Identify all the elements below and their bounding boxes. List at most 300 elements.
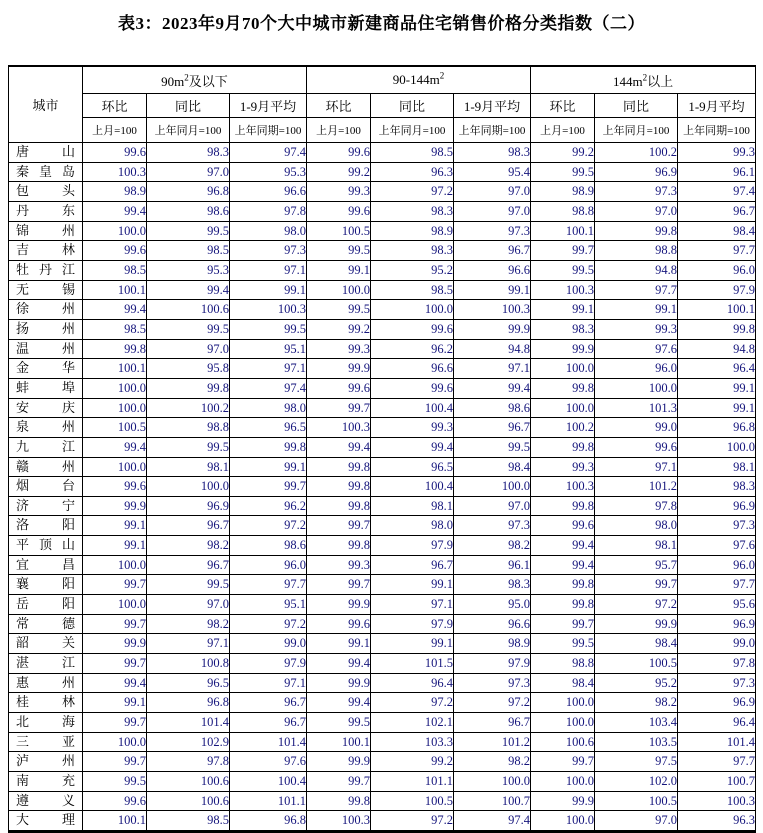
value-cell: 97.0 — [454, 496, 531, 516]
city-name-char: 埠 — [61, 379, 75, 395]
value-cell: 100.5 — [595, 791, 678, 811]
group-header-90-144 — [307, 66, 531, 94]
value-cell: 98.8 — [595, 241, 678, 261]
value-cell: 95.2 — [595, 673, 678, 693]
value-cell: 99.2 — [371, 752, 454, 772]
value-cell: 96.8 — [147, 693, 230, 713]
base-header-mom: 上月=100 — [83, 118, 147, 143]
value-cell: 99.8 — [678, 319, 756, 339]
city-name-char: 德 — [61, 615, 75, 631]
city-cell — [9, 457, 83, 477]
value-cell: 102.9 — [147, 732, 230, 752]
value-cell: 97.3 — [230, 241, 307, 261]
value-cell: 100.0 — [531, 693, 595, 713]
city-name-char: 唐 — [16, 144, 30, 159]
value-cell: 97.1 — [454, 359, 531, 379]
value-cell: 96.1 — [678, 162, 756, 182]
value-cell: 99.7 — [230, 477, 307, 497]
value-cell: 98.0 — [595, 516, 678, 536]
value-cell: 99.7 — [307, 398, 371, 418]
group-label: 144m — [612, 73, 643, 89]
value-cell: 99.6 — [83, 791, 147, 811]
city-name-char: 皇 — [38, 163, 52, 179]
metric-header-yoy: 同比 — [147, 94, 230, 118]
group-label: 90-144m — [392, 72, 440, 87]
city-cell — [9, 791, 83, 811]
value-cell: 96.5 — [371, 457, 454, 477]
table-row — [9, 516, 756, 536]
value-cell: 98.3 — [371, 201, 454, 221]
value-cell: 103.4 — [595, 713, 678, 733]
value-cell: 101.1 — [230, 791, 307, 811]
value-cell: 100.0 — [83, 732, 147, 752]
value-cell: 101.4 — [678, 732, 756, 752]
value-cell: 100.7 — [454, 791, 531, 811]
value-cell: 98.0 — [371, 516, 454, 536]
city-name-char: 桂 — [16, 694, 30, 710]
city-cell — [9, 398, 83, 418]
value-cell: 97.9 — [371, 536, 454, 556]
value-cell: 97.3 — [678, 516, 756, 536]
value-cell: 97.8 — [678, 654, 756, 674]
city-cell — [9, 418, 83, 438]
city-name-char: 阳 — [61, 576, 75, 592]
city-cell — [9, 811, 83, 832]
value-cell: 99.5 — [147, 437, 230, 457]
value-cell: 100.1 — [307, 732, 371, 752]
city-name-char: 温 — [16, 340, 30, 356]
value-cell: 99.3 — [371, 418, 454, 438]
table-row — [9, 162, 756, 182]
value-cell: 99.1 — [678, 378, 756, 398]
city-name-char: 洛 — [16, 517, 30, 533]
value-cell: 99.1 — [83, 516, 147, 536]
value-cell: 100.2 — [595, 143, 678, 163]
value-cell: 100.0 — [454, 477, 531, 497]
value-cell: 98.2 — [147, 614, 230, 634]
value-cell: 99.9 — [83, 634, 147, 654]
city-name-char: 湛 — [16, 655, 30, 671]
metric-header-avg: 1-9月平均 — [678, 94, 756, 118]
table-row — [9, 260, 756, 280]
value-cell: 99.3 — [678, 143, 756, 163]
value-cell: 98.1 — [371, 496, 454, 516]
city-name-char: 州 — [61, 419, 75, 435]
value-cell: 99.4 — [83, 300, 147, 320]
value-cell: 100.5 — [371, 791, 454, 811]
city-cell — [9, 555, 83, 575]
table-row — [9, 791, 756, 811]
value-cell: 97.2 — [595, 595, 678, 615]
value-cell: 100.3 — [230, 300, 307, 320]
value-cell: 99.9 — [454, 319, 531, 339]
city-name-char: 阳 — [61, 596, 75, 612]
city-cell — [9, 437, 83, 457]
value-cell: 99.6 — [307, 378, 371, 398]
value-cell: 100.1 — [83, 359, 147, 379]
value-cell: 96.5 — [230, 418, 307, 438]
value-cell: 99.2 — [307, 162, 371, 182]
table-row — [9, 378, 756, 398]
city-name-char: 林 — [61, 694, 75, 710]
value-cell: 96.9 — [147, 496, 230, 516]
city-name-char: 关 — [61, 635, 75, 651]
metric-header-yoy: 同比 — [595, 94, 678, 118]
value-cell: 97.3 — [595, 182, 678, 202]
value-cell: 98.4 — [454, 457, 531, 477]
value-cell: 100.0 — [531, 713, 595, 733]
value-cell: 98.4 — [595, 634, 678, 654]
value-cell: 99.8 — [531, 595, 595, 615]
city-name-char: 州 — [61, 301, 75, 317]
table-row — [9, 143, 756, 163]
value-cell: 96.3 — [371, 162, 454, 182]
value-cell: 96.9 — [678, 496, 756, 516]
value-cell: 97.9 — [454, 654, 531, 674]
value-cell: 99.1 — [371, 634, 454, 654]
city-cell — [9, 752, 83, 772]
value-cell: 98.5 — [371, 280, 454, 300]
value-cell: 96.7 — [454, 713, 531, 733]
city-cell — [9, 634, 83, 654]
value-cell: 99.8 — [307, 477, 371, 497]
value-cell: 97.0 — [147, 595, 230, 615]
value-cell: 98.2 — [454, 536, 531, 556]
value-cell: 96.4 — [678, 359, 756, 379]
value-cell: 99.5 — [230, 319, 307, 339]
value-cell: 98.3 — [371, 241, 454, 261]
value-cell: 97.2 — [230, 614, 307, 634]
value-cell: 99.1 — [307, 260, 371, 280]
table-row — [9, 241, 756, 261]
value-cell: 98.9 — [83, 182, 147, 202]
value-cell: 100.3 — [83, 162, 147, 182]
value-cell: 98.6 — [454, 398, 531, 418]
value-cell: 101.2 — [454, 732, 531, 752]
value-cell: 102.0 — [595, 772, 678, 792]
value-cell: 96.7 — [147, 516, 230, 536]
value-cell: 98.3 — [678, 477, 756, 497]
value-cell: 96.1 — [454, 555, 531, 575]
city-cell — [9, 241, 83, 261]
table-row — [9, 614, 756, 634]
value-cell: 96.7 — [230, 693, 307, 713]
city-name-char: 州 — [61, 320, 75, 336]
value-cell: 100.6 — [531, 732, 595, 752]
value-cell: 99.4 — [531, 555, 595, 575]
value-cell: 99.3 — [307, 555, 371, 575]
value-cell: 97.1 — [230, 260, 307, 280]
value-cell: 102.1 — [371, 713, 454, 733]
value-cell: 99.5 — [83, 772, 147, 792]
value-cell: 99.9 — [531, 339, 595, 359]
city-name-char: 阳 — [61, 517, 75, 533]
value-cell: 98.3 — [454, 575, 531, 595]
value-cell: 99.1 — [531, 300, 595, 320]
city-name-char: 烟 — [16, 478, 30, 494]
value-cell: 98.1 — [678, 457, 756, 477]
value-cell: 99.3 — [307, 182, 371, 202]
value-cell: 96.0 — [595, 359, 678, 379]
value-cell: 96.3 — [678, 811, 756, 832]
value-cell: 100.0 — [454, 772, 531, 792]
city-name-char: 赣 — [16, 458, 30, 474]
value-cell: 100.8 — [147, 654, 230, 674]
city-cell — [9, 772, 83, 792]
city-cell — [9, 575, 83, 595]
base-header-mom: 上月=100 — [531, 118, 595, 143]
city-name-char: 山 — [61, 537, 75, 553]
city-name-char: 惠 — [16, 674, 30, 690]
city-name-char: 海 — [61, 714, 75, 730]
value-cell: 97.7 — [678, 575, 756, 595]
superscript-2: 2 — [439, 70, 445, 81]
city-cell — [9, 162, 83, 182]
value-cell: 99.8 — [83, 339, 147, 359]
value-cell: 95.1 — [230, 339, 307, 359]
value-cell: 98.2 — [454, 752, 531, 772]
city-name-char: 泉 — [16, 419, 30, 435]
group-label: 90m — [161, 73, 185, 89]
value-cell: 99.7 — [83, 713, 147, 733]
value-cell: 98.5 — [147, 811, 230, 832]
city-cell — [9, 221, 83, 241]
value-cell: 96.5 — [147, 673, 230, 693]
value-cell: 100.4 — [230, 772, 307, 792]
city-name-char: 昌 — [61, 556, 75, 572]
value-cell: 97.1 — [230, 359, 307, 379]
table-row — [9, 437, 756, 457]
city-name-char: 江 — [61, 655, 75, 671]
value-cell: 99.4 — [83, 673, 147, 693]
value-cell: 101.5 — [371, 654, 454, 674]
city-name-char: 秦 — [16, 163, 30, 179]
value-cell: 99.1 — [595, 300, 678, 320]
value-cell: 98.9 — [454, 634, 531, 654]
city-name-char: 徐 — [16, 301, 30, 317]
table-row — [9, 811, 756, 832]
city-name-char: 州 — [61, 753, 75, 769]
value-cell: 99.3 — [595, 319, 678, 339]
value-cell: 98.3 — [454, 143, 531, 163]
base-header-avg: 上年同期=100 — [678, 118, 756, 143]
city-name-char: 韶 — [16, 635, 30, 651]
value-cell: 98.4 — [531, 673, 595, 693]
value-cell: 100.3 — [531, 477, 595, 497]
value-cell: 97.9 — [678, 280, 756, 300]
table-row — [9, 752, 756, 772]
value-cell: 99.5 — [307, 241, 371, 261]
city-cell — [9, 378, 83, 398]
city-name-char: 泸 — [16, 753, 30, 769]
value-cell: 96.7 — [678, 201, 756, 221]
value-cell: 100.0 — [595, 378, 678, 398]
value-cell: 95.6 — [678, 595, 756, 615]
city-cell — [9, 732, 83, 752]
value-cell: 99.4 — [307, 437, 371, 457]
city-name-char: 宁 — [61, 497, 75, 513]
value-cell: 100.3 — [307, 418, 371, 438]
value-cell: 100.6 — [147, 772, 230, 792]
table-row — [9, 496, 756, 516]
base-header-row — [9, 118, 756, 143]
metric-header-row — [9, 94, 756, 118]
value-cell: 99.9 — [307, 752, 371, 772]
table-row — [9, 182, 756, 202]
metric-header-yoy: 同比 — [371, 94, 454, 118]
value-cell: 98.8 — [531, 654, 595, 674]
value-cell: 96.7 — [230, 713, 307, 733]
value-cell: 100.4 — [371, 477, 454, 497]
city-name-char: 包 — [16, 183, 30, 199]
value-cell: 97.1 — [147, 634, 230, 654]
value-cell: 99.1 — [83, 693, 147, 713]
value-cell: 96.6 — [230, 182, 307, 202]
value-cell: 96.2 — [371, 339, 454, 359]
value-cell: 96.6 — [454, 614, 531, 634]
table-row — [9, 536, 756, 556]
table-row — [9, 221, 756, 241]
city-cell — [9, 201, 83, 221]
value-cell: 100.0 — [83, 378, 147, 398]
city-name-char: 锡 — [61, 281, 75, 297]
city-name-char: 牡 — [16, 261, 30, 277]
value-cell: 100.2 — [147, 398, 230, 418]
value-cell: 96.8 — [230, 811, 307, 832]
table-row — [9, 654, 756, 674]
value-cell: 98.3 — [147, 143, 230, 163]
value-cell: 99.7 — [307, 772, 371, 792]
value-cell: 101.1 — [371, 772, 454, 792]
value-cell: 99.8 — [307, 536, 371, 556]
value-cell: 99.1 — [83, 536, 147, 556]
city-name-char: 无 — [16, 281, 30, 297]
value-cell: 99.4 — [147, 280, 230, 300]
metric-header-mom: 环比 — [83, 94, 147, 118]
value-cell: 99.7 — [83, 752, 147, 772]
city-cell — [9, 359, 83, 379]
value-cell: 96.6 — [371, 359, 454, 379]
city-name-char: 州 — [61, 674, 75, 690]
value-cell: 99.6 — [371, 319, 454, 339]
price-index-table — [8, 65, 756, 833]
city-name-char: 州 — [61, 222, 75, 238]
city-name-char: 东 — [61, 202, 75, 218]
value-cell: 97.2 — [371, 811, 454, 832]
city-cell — [9, 713, 83, 733]
value-cell: 96.7 — [371, 555, 454, 575]
value-cell: 97.2 — [454, 693, 531, 713]
value-cell: 100.0 — [531, 811, 595, 832]
base-header-avg: 上年同期=100 — [230, 118, 307, 143]
table-row — [9, 713, 756, 733]
value-cell: 100.0 — [83, 595, 147, 615]
value-cell: 100.3 — [307, 811, 371, 832]
value-cell: 100.0 — [147, 477, 230, 497]
value-cell: 101.3 — [595, 398, 678, 418]
value-cell: 98.1 — [147, 457, 230, 477]
table-row — [9, 201, 756, 221]
value-cell: 98.1 — [595, 536, 678, 556]
city-cell — [9, 260, 83, 280]
table-row — [9, 457, 756, 477]
value-cell: 96.7 — [454, 241, 531, 261]
value-cell: 99.7 — [83, 575, 147, 595]
value-cell: 99.8 — [531, 437, 595, 457]
value-cell: 100.1 — [678, 300, 756, 320]
value-cell: 99.4 — [307, 693, 371, 713]
value-cell: 97.9 — [230, 654, 307, 674]
table-row — [9, 634, 756, 654]
city-cell — [9, 516, 83, 536]
group-header-90-below — [83, 66, 307, 94]
value-cell: 98.4 — [678, 221, 756, 241]
value-cell: 100.0 — [531, 772, 595, 792]
table-body — [9, 143, 756, 832]
value-cell: 99.7 — [83, 614, 147, 634]
value-cell: 99.5 — [147, 319, 230, 339]
table-row — [9, 359, 756, 379]
city-name-char: 济 — [16, 497, 30, 513]
value-cell: 99.2 — [531, 143, 595, 163]
value-cell: 98.5 — [147, 241, 230, 261]
value-cell: 99.0 — [595, 418, 678, 438]
value-cell: 100.0 — [83, 398, 147, 418]
city-cell — [9, 673, 83, 693]
value-cell: 99.9 — [83, 496, 147, 516]
value-cell: 97.2 — [371, 182, 454, 202]
value-cell: 99.4 — [531, 536, 595, 556]
value-cell: 100.2 — [531, 418, 595, 438]
value-cell: 99.1 — [371, 575, 454, 595]
city-cell — [9, 693, 83, 713]
value-cell: 99.9 — [307, 595, 371, 615]
value-cell: 95.2 — [371, 260, 454, 280]
value-cell: 95.7 — [595, 555, 678, 575]
value-cell: 97.7 — [595, 280, 678, 300]
value-cell: 97.1 — [230, 673, 307, 693]
value-cell: 95.4 — [454, 162, 531, 182]
metric-header-mom: 环比 — [531, 94, 595, 118]
city-name-char: 充 — [61, 773, 75, 788]
value-cell: 99.7 — [307, 516, 371, 536]
city-name-char: 林 — [61, 242, 75, 258]
value-cell: 99.9 — [531, 791, 595, 811]
value-cell: 98.9 — [531, 182, 595, 202]
value-cell: 97.0 — [147, 339, 230, 359]
value-cell: 98.9 — [371, 221, 454, 241]
value-cell: 100.3 — [454, 300, 531, 320]
value-cell: 98.8 — [147, 418, 230, 438]
value-cell: 101.4 — [230, 732, 307, 752]
city-name-char: 丹 — [38, 261, 52, 277]
value-cell: 97.7 — [230, 575, 307, 595]
value-cell: 97.1 — [371, 595, 454, 615]
city-column-header: 城市 — [9, 66, 83, 143]
city-name-char: 北 — [16, 714, 30, 730]
table-header — [9, 66, 756, 143]
value-cell: 98.8 — [531, 201, 595, 221]
value-cell: 100.5 — [307, 221, 371, 241]
value-cell: 97.2 — [371, 693, 454, 713]
value-cell: 99.8 — [531, 378, 595, 398]
value-cell: 99.6 — [83, 477, 147, 497]
value-cell: 99.8 — [307, 457, 371, 477]
value-cell: 99.5 — [147, 221, 230, 241]
value-cell: 97.1 — [595, 457, 678, 477]
value-cell: 100.0 — [83, 555, 147, 575]
base-header-avg: 上年同期=100 — [454, 118, 531, 143]
